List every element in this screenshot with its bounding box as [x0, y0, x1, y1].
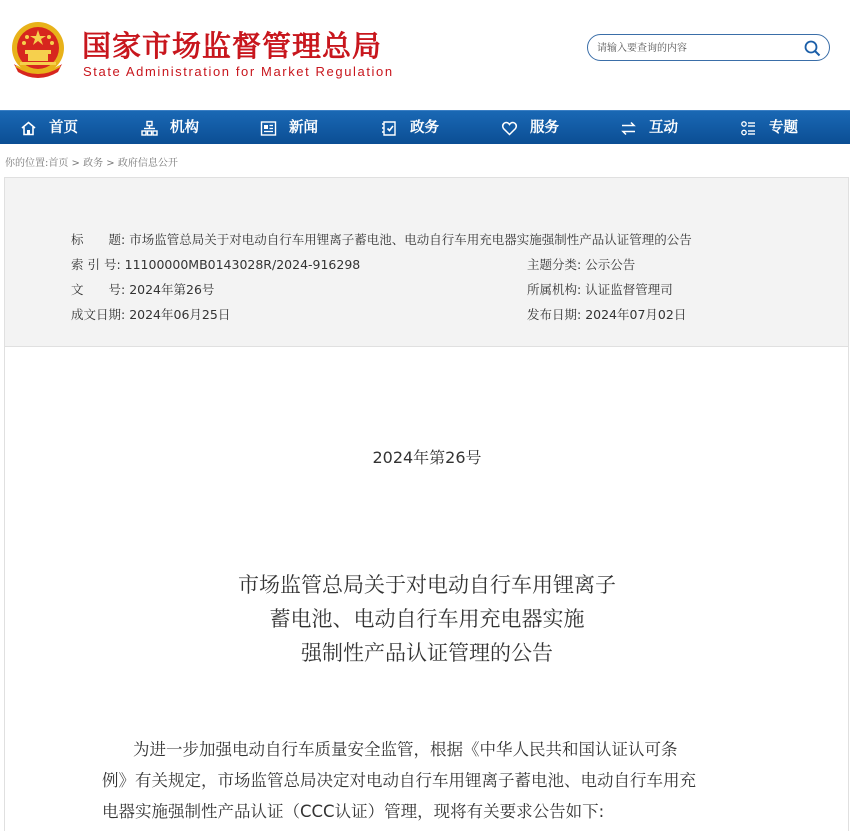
article-body-line: 为进一步加强电动自行车质量安全监管，根据《中华人民共和国认证认可条	[100, 740, 678, 759]
meta-category-label: 主题分类:	[527, 257, 582, 272]
meta-index-row	[71, 255, 360, 273]
meta-published-label: 发布日期:	[527, 307, 582, 322]
meta-docno-label: 文 号:	[71, 282, 126, 297]
search-input[interactable]	[597, 39, 792, 57]
nav-service[interactable]	[501, 111, 571, 145]
topic-icon	[740, 120, 757, 137]
home-icon	[20, 120, 37, 137]
interact-icon	[620, 120, 637, 137]
meta-org-label: 所属机构:	[527, 282, 582, 297]
meta-published-row	[527, 305, 686, 323]
meta-published-value: 2024年07月02日	[585, 307, 687, 322]
news-icon	[260, 120, 277, 137]
article-title	[0, 568, 850, 670]
breadcrumb	[5, 154, 178, 169]
meta-title-label: 标 题:	[71, 232, 126, 247]
site-name-cn: 国家市场监督管理总局	[82, 29, 383, 63]
breadcrumb-home[interactable]: 首页	[48, 158, 69, 169]
nav-topic[interactable]	[740, 111, 810, 145]
gov-icon	[381, 120, 398, 137]
article-body	[102, 734, 762, 827]
org-icon	[141, 120, 158, 137]
nav-gov[interactable]	[381, 111, 451, 145]
nav-gov-label: 政务	[410, 120, 439, 136]
breadcrumb-gov-info[interactable]: 政府信息公开	[117, 158, 178, 169]
nav-home[interactable]	[20, 111, 90, 145]
nav-interact-label: 互动	[649, 120, 678, 136]
breadcrumb-prefix: 你的位置:	[5, 158, 49, 169]
article-title-line: 市场监管总局关于对电动自行车用锂离子	[238, 573, 616, 597]
meta-title-value: 市场监管总局关于对电动自行车用锂离子蓄电池、电动自行车用充电器实施强制性产品认证管理的公告	[129, 232, 692, 247]
nav-service-label: 服务	[530, 120, 559, 136]
heart-icon	[501, 120, 518, 137]
meta-index-label: 索 引 号:	[71, 257, 121, 272]
site-name-en: State Administration for Market Regulation	[83, 64, 394, 79]
nav-org[interactable]	[141, 111, 211, 145]
article-body-line: 电器实施强制性产品认证（CCC认证）管理，现将有关要求公告如下:	[102, 802, 605, 821]
nav-interact[interactable]	[620, 111, 690, 145]
meta-written-label: 成文日期:	[71, 307, 126, 322]
meta-org-value: 认证监督管理司	[585, 282, 673, 297]
article-doc-number: 2024年第26号	[372, 448, 482, 467]
article-title-line: 蓄电池、电动自行车用充电器实施	[269, 607, 585, 631]
document-meta-box	[4, 177, 849, 347]
main-nav	[0, 110, 850, 144]
search-box	[587, 34, 830, 61]
meta-written-value: 2024年06月25日	[129, 307, 231, 322]
nav-topic-label: 专题	[769, 120, 798, 136]
meta-org-row	[527, 280, 673, 298]
meta-category-row	[527, 255, 635, 273]
article-body-line: 例》有关规定，市场监管总局决定对电动自行车用锂离子蓄电池、电动自行车用充	[102, 771, 696, 790]
meta-written-row	[71, 305, 230, 323]
meta-docno-row	[71, 280, 214, 298]
search-icon[interactable]	[804, 40, 821, 57]
article-title-line: 强制性产品认证管理的公告	[301, 641, 553, 665]
nav-news-label: 新闻	[289, 120, 318, 136]
site-header	[0, 0, 850, 108]
national-emblem-icon	[8, 20, 68, 82]
meta-title-row	[71, 230, 692, 248]
breadcrumb-gov[interactable]: 政务	[83, 158, 104, 169]
nav-org-label: 机构	[170, 120, 199, 136]
meta-index-value: 11100000MB0143028R/2024-916298	[124, 257, 361, 272]
breadcrumb-separator: >	[68, 158, 84, 169]
breadcrumb-separator: >	[103, 158, 118, 169]
meta-docno-value: 2024年第26号	[129, 282, 215, 297]
meta-category-value: 公示公告	[585, 257, 636, 272]
nav-news[interactable]	[260, 111, 330, 145]
nav-home-label: 首页	[49, 120, 78, 136]
